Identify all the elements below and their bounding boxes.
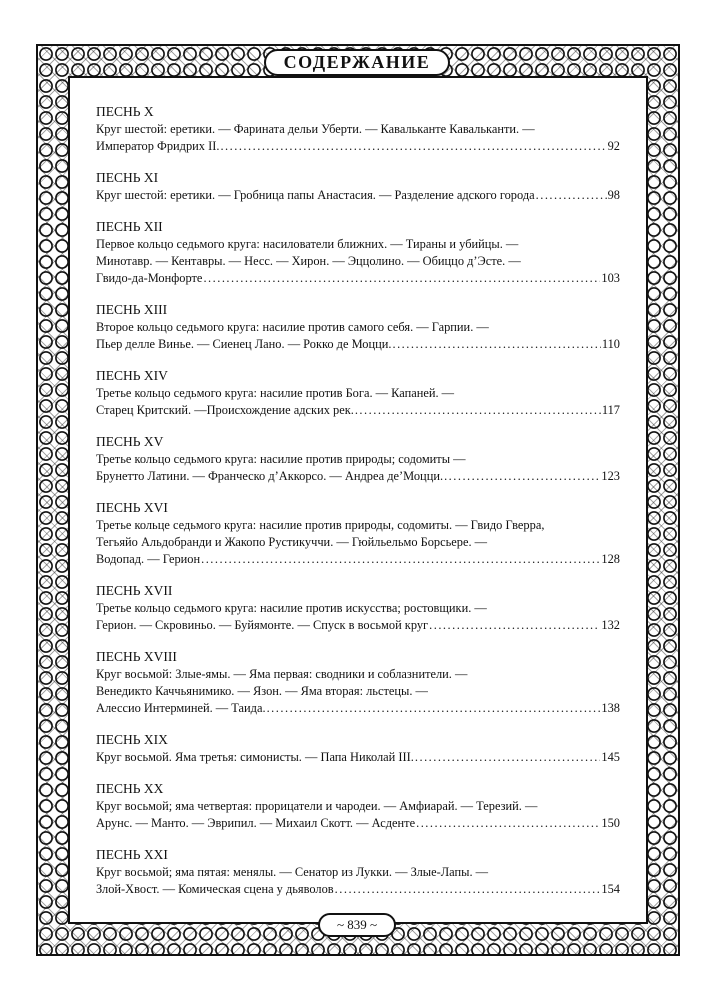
entry-description-line: Круг шестой: еретики. — Гробница папы Анастасия. — Разделение адского города — [96, 188, 535, 202]
entry-description-line: Злой-Хвост. — Комическая сцена у дьяволов — [96, 882, 334, 896]
toc-entry[interactable] — [96, 847, 620, 898]
entry-page-number: 138 — [601, 701, 620, 715]
toc-entry[interactable] — [96, 104, 620, 155]
entry-description-line: Третье кольцо седьмого круга: насилие против искусства; ростовщики. — — [96, 601, 487, 615]
toc-entry[interactable] — [96, 583, 620, 634]
entry-description-line: Третье кольцо седьмого круга: насилие против природы; содомиты — — [96, 452, 466, 466]
dot-leader — [220, 138, 606, 155]
entry-final-line — [96, 749, 620, 766]
entry-description-line: Круг восьмой: Злые-ямы. — Яма первая: сводники и соблазнители. — — [96, 667, 468, 681]
entry-description-line: Круг восьмой. Яма третья: симонисты. — Папа Николай III. — [96, 750, 414, 764]
entry-description-line: Второе кольцо седьмого круга: насилие против самого себя. — Гарпии. — — [96, 320, 489, 334]
canto-heading: ПЕСНЬ XVIII — [96, 649, 177, 664]
dot-leader — [267, 700, 601, 717]
entry-final-line — [96, 617, 620, 634]
entry-description-line: Старец Критский. —Происхождение адских рек. — [96, 403, 354, 417]
page-number: ~ 839 ~ — [318, 913, 396, 937]
toc-entry[interactable] — [96, 500, 620, 568]
entry-final-line — [96, 881, 620, 898]
canto-heading: ПЕСНЬ X — [96, 104, 154, 119]
entry-description-line: Тегьяйо Альдобранди и Жакопо Рустикуччи. — Гюйльельмо Борсьере. — — [96, 535, 488, 549]
entry-final-line — [96, 138, 620, 155]
toc-entry[interactable] — [96, 368, 620, 419]
dot-leader — [536, 187, 607, 204]
canto-heading: ПЕСНЬ XXI — [96, 847, 168, 862]
entry-final-line — [96, 700, 620, 717]
entry-final-line — [96, 270, 620, 287]
dot-leader — [335, 881, 601, 898]
entry-page-number: 92 — [607, 139, 620, 153]
entry-final-line — [96, 551, 620, 568]
toc-entry[interactable] — [96, 649, 620, 717]
entry-final-line — [96, 187, 620, 204]
toc-entry[interactable] — [96, 781, 620, 832]
entry-description-line: Алессио Интерминей. — Таида. — [96, 701, 266, 715]
dot-leader — [416, 815, 600, 832]
entry-description-line: Водопад. — Герион — [96, 552, 201, 566]
entry-page-number: 150 — [601, 816, 620, 830]
entry-description-line: Третье кольцо седьмого круга: насилие против Бога. — Капаней. — — [96, 386, 455, 400]
entry-page-number: 98 — [607, 188, 620, 202]
toc-entry[interactable] — [96, 170, 620, 204]
dot-leader — [392, 336, 600, 353]
canto-heading: ПЕСНЬ XIV — [96, 368, 168, 383]
entry-final-line — [96, 815, 620, 832]
entry-description-line: Третье кольце седьмого круга: насилие против природы, содомиты. — Гвидо Гверра, — [96, 518, 545, 532]
canto-heading: ПЕСНЬ XII — [96, 219, 163, 234]
dot-leader — [203, 270, 600, 287]
entry-description-line: Гвидо-да-Монфорте — [96, 271, 203, 285]
entry-page-number: 123 — [601, 469, 620, 483]
dot-leader — [355, 402, 601, 419]
entry-description-line: Минотавр. — Кентавры. — Несс. — Хирон. — Эццолино. — Обиццо д’Эсте. — — [96, 254, 521, 268]
entry-final-line — [96, 468, 620, 485]
toc-entry[interactable] — [96, 219, 620, 287]
dot-leader — [201, 551, 600, 568]
entry-page-number: 117 — [601, 403, 620, 417]
entry-description-line: Круг восьмой; яма пятая: менялы. — Сенатор из Лукки. — Злые-Лапы. — — [96, 865, 489, 879]
entry-description-line: Пьер делле Винье. — Сиенец Лано. — Рокко де Моцци. — [96, 337, 392, 351]
entry-page-number: 103 — [601, 271, 620, 285]
toc-entry[interactable] — [96, 434, 620, 485]
canto-heading: ПЕСНЬ XIII — [96, 302, 168, 317]
dot-leader — [429, 617, 600, 634]
entry-page-number: 132 — [601, 618, 620, 632]
entry-description-line: Император Фридрих II. — [96, 139, 220, 153]
entry-page-number: 110 — [601, 337, 620, 351]
canto-heading: ПЕСНЬ XIX — [96, 732, 168, 747]
toc-entry[interactable] — [96, 732, 620, 766]
canto-heading: ПЕСНЬ XVII — [96, 583, 173, 598]
canto-heading: ПЕСНЬ XX — [96, 781, 164, 796]
entry-final-line — [96, 336, 620, 353]
title-plate — [264, 49, 450, 76]
entry-final-line — [96, 402, 620, 419]
canto-heading: ПЕСНЬ XI — [96, 170, 159, 185]
page-title: СОДЕРЖАНИЕ — [283, 52, 431, 72]
entry-description-line: Герион. — Скровиньо. — Буйямонте. — Спуск в восьмой круг — [96, 618, 429, 632]
entry-description-line: Венедикто Каччьянимико. — Язон. — Яма вторая: льстецы. — — [96, 684, 428, 698]
entry-description-line: Брунетто Латини. — Франческо д’Аккорсо. — Андреа де’Моцци. — [96, 469, 444, 483]
toc-entry[interactable] — [96, 302, 620, 353]
entry-page-number: 145 — [601, 750, 620, 764]
entry-description-line: Первое кольцо седьмого круга: насилователи ближних. — Тираны и убийцы. — — [96, 237, 519, 251]
dot-leader — [444, 468, 600, 485]
entry-page-number: 154 — [601, 882, 620, 896]
entry-description-line: Круг восьмой; яма четвертая: прорицатели и чародеи. — Амфиарай. — Терезий. — — [96, 799, 538, 813]
canto-heading: ПЕСНЬ XVI — [96, 500, 168, 515]
entry-page-number: 128 — [601, 552, 620, 566]
entry-description-line: Круг шестой: еретики. — Фарината дельи Уберти. — Кавальканте Кавальканти. — — [96, 122, 535, 136]
dot-leader — [415, 749, 601, 766]
table-of-contents — [96, 104, 620, 913]
canto-heading: ПЕСНЬ XV — [96, 434, 164, 449]
entry-description-line: Арунс. — Манто. — Эврипил. — Михаил Скотт. — Асденте — [96, 816, 416, 830]
